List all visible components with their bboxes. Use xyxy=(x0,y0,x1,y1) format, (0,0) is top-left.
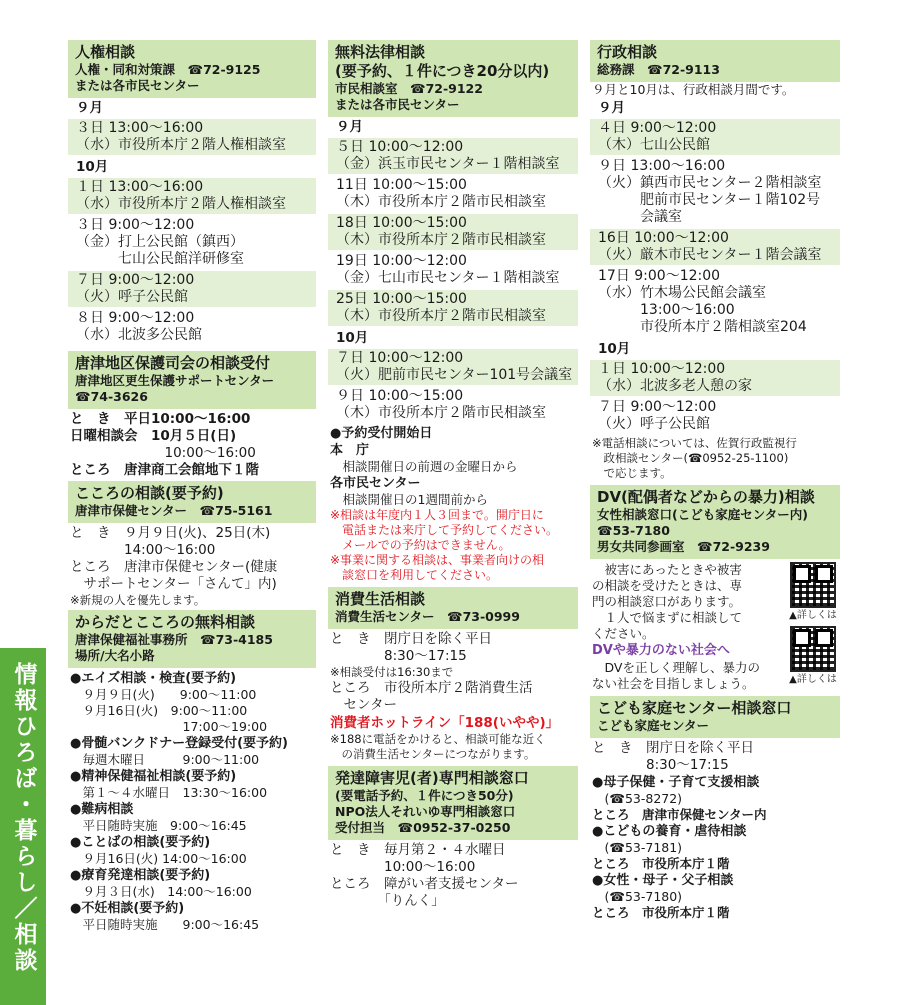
muryo-contact: 市民相談室 ☎72-9122 xyxy=(335,81,483,96)
kokoro-header xyxy=(68,481,316,523)
gyosei-note: ※電話相談については、佐賀行政監視行 政相談センター(☎0952-25-1100) で応じます。 xyxy=(592,436,797,480)
kodomo-item-title: ●母子保健・子育て支援相談 xyxy=(592,775,760,790)
shohi-contact: 消費生活センター ☎73-0999 xyxy=(335,609,520,624)
shohi-place2: センター xyxy=(330,697,397,713)
karada-header xyxy=(68,610,316,668)
column-1 xyxy=(68,40,316,933)
month-label: ９月 xyxy=(76,100,103,116)
muryo-center-text: 相談開催日の1週間前から xyxy=(330,492,488,507)
muryo-header xyxy=(328,40,578,117)
kokoro-title: こころの相談(要予約) xyxy=(75,484,224,502)
schedule-row: 16日 10:00～12:00 （火）厳木市民センター１階会議室 xyxy=(590,229,840,265)
kodomo-item-title: ●女性・母子・父子相談 xyxy=(592,873,734,888)
schedule-row: ５日 10:00～12:00 （金）浜玉市民センター１階相談室 xyxy=(328,138,578,174)
hattatsu-place2: 「りんく」 xyxy=(330,893,445,909)
hogo-sunday: 日曜相談会 10月５日(日) xyxy=(70,428,237,444)
dv-sub: 女性相談窓口(こども家庭センター内) xyxy=(597,507,808,522)
month-label: 10月 xyxy=(336,330,369,346)
dv-title: DV(配偶者などからの暴力)相談 xyxy=(597,488,815,506)
karada-item-line: 17:00～19:00 xyxy=(70,719,268,734)
shohi-time: と き 閉庁日を除く平日 xyxy=(330,631,492,647)
shohi-note: ※相談受付は16:30まで xyxy=(330,665,454,679)
karada-item-line: 平日随時実施 9:00～16:45 xyxy=(70,917,260,932)
schedule-row: ４日 9:00～12:00 （木）七山公民館 xyxy=(590,119,840,155)
schedule-row: ７日 10:00～12:00 （火）肥前市民センター101号会議室 xyxy=(328,349,578,385)
karada-item-title: ●骨髄バンクドナー登録受付(要予約) xyxy=(70,736,288,751)
hattatsu-phone: 受付担当 ☎0952-37-0250 xyxy=(335,820,511,835)
hogo-time: と き 平日10:00～16:00 xyxy=(70,411,251,427)
kodomo-time: と き 閉庁日を除く平日 xyxy=(592,740,754,756)
kokoro-note: ※新規の人を優先します。 xyxy=(70,593,206,607)
karada-item-line: 第１～４水曜日 13:30～16:00 xyxy=(70,785,268,800)
kokoro-place2: サポートセンター「さんて」内) xyxy=(70,576,277,592)
kodomo-header xyxy=(590,696,840,738)
karada-item-line: ９月３日(水) 14:00～16:00 xyxy=(70,884,252,899)
karada-item-title: ●不妊相談(要予約) xyxy=(70,901,185,916)
karada-item-line: ９月16日(火) 14:00～16:00 xyxy=(70,851,247,866)
month-label: ９月 xyxy=(598,100,625,116)
dv-phone: ☎53-7180 xyxy=(597,523,670,538)
shohi-place: ところ 市役所本庁２階消費生活 xyxy=(330,680,533,696)
month-label: 10月 xyxy=(76,159,109,175)
gyosei-intro: ９月と10月は、行政相談月間です。 xyxy=(592,82,795,97)
schedule-row: 19日 10:00～12:00 （金）七山市民センター１階相談室 xyxy=(336,253,560,286)
gyosei-title: 行政相談 xyxy=(597,43,658,61)
karada-title: からだとこころの無料相談 xyxy=(75,613,256,631)
qr-label: ▲詳しくは xyxy=(789,610,837,621)
karada-item-title: ●難病相談 xyxy=(70,802,134,817)
kodomo-title: こども家庭センター相談窓口 xyxy=(597,699,792,717)
schedule-row: ７日 9:00～12:00 （火）呼子公民館 xyxy=(598,399,717,432)
hogo-title: 唐津地区保護司会の相談受付 xyxy=(75,354,271,372)
kodomo-item-phone: (☎53-7180) xyxy=(592,889,683,904)
kodomo-item-place: ところ 市役所本庁１階 xyxy=(592,905,730,920)
muryo-title2: (要予約、１件につき20分以内) xyxy=(335,62,550,80)
kokoro-time: と き ９月９日(火)、25日(木) xyxy=(70,525,271,541)
column-3 xyxy=(590,40,840,921)
qr-code-icon[interactable] xyxy=(790,562,836,608)
karada-item-line: 平日随時実施 9:00～16:45 xyxy=(70,818,247,833)
jinken-header xyxy=(68,40,316,98)
schedule-row: ９日 13:00～16:00 （火）鎮西市民センター２階相談室 肥前市民センター１階102号 会議室 xyxy=(598,158,822,225)
shohi-header xyxy=(328,587,578,629)
hogo-org: 唐津地区更生保護サポートセンター xyxy=(75,373,275,388)
muryo-reserve-title: ●予約受付開始日 xyxy=(330,426,433,441)
shohi-hotline: 消費者ホットライン「188(いやや)」 xyxy=(330,715,560,731)
muryo-honcho-text: 相談開催日の前週の金曜日から xyxy=(330,459,518,474)
karada-place: 場所/大名小路 xyxy=(75,648,155,663)
schedule-row: １日 13:00～16:00 （水）市役所本庁２階人権相談室 xyxy=(68,178,316,214)
schedule-row: 25日 10:00～15:00 （木）市役所本庁２階市民相談室 xyxy=(328,290,578,326)
schedule-row: 18日 10:00～15:00 （木）市役所本庁２階市民相談室 xyxy=(328,214,578,250)
karada-contact: 唐津保健福祉事務所 ☎73-4185 xyxy=(75,632,273,647)
shohi-title: 消費生活相談 xyxy=(335,590,426,608)
section-side-banner xyxy=(0,648,46,1005)
schedule-row: ９日 10:00～15:00 （木）市役所本庁２階市民相談室 xyxy=(336,388,546,421)
muryo-title: 無料法律相談 xyxy=(335,43,426,61)
shohi-note2: ※188に電話をかけると、相談可能な近く の消費生活センターにつながります。 xyxy=(330,732,546,761)
hattatsu-time2: 10:00～16:00 xyxy=(330,859,476,875)
hattatsu-time: と き 毎月第２・４水曜日 xyxy=(330,842,506,858)
kodomo-time2: 8:30～17:15 xyxy=(592,757,729,773)
kokoro-time2: 14:00～16:00 xyxy=(70,542,216,558)
muryo-warning2: ※事業に関する相談は、事業者向けの相 談窓口を利用してください。 xyxy=(330,553,545,582)
gyosei-header xyxy=(590,40,840,82)
schedule-row: 11日 10:00～15:00 （木）市役所本庁２階市民相談室 xyxy=(336,177,546,210)
schedule-row: 17日 9:00～12:00 （水）竹木場公民館会議室 13:00～16:00 市役所本庁２階相談室204 xyxy=(598,268,807,335)
gyosei-contact: 総務課 ☎72-9113 xyxy=(597,62,720,77)
dv-text: 被害にあったときや被害 の相談を受けたときは、専 門の相談窓口があります。 １人で悩まずに相談して ください。 xyxy=(592,562,743,641)
kodomo-item-place: ところ 市役所本庁１階 xyxy=(592,856,730,871)
muryo-warning: ※相談は年度内１人３回まで。開庁日に 電話または来庁して予約してください。 メールでの予約はできません。 xyxy=(330,508,559,552)
kodomo-item-place: ところ 唐津市保健センター内 xyxy=(592,807,767,822)
muryo-honcho: 本 庁 xyxy=(330,443,370,458)
jinken-title: 人権相談 xyxy=(75,43,136,61)
hattatsu-place: ところ 障がい者支援センター xyxy=(330,876,519,892)
karada-item-line: ９月16日(火) 9:00～11:00 xyxy=(70,703,248,718)
muryo-center: 各市民センター xyxy=(330,476,421,491)
dv-header xyxy=(590,485,840,559)
kokoro-contact: 唐津市保健センター ☎75-5161 xyxy=(75,503,273,518)
hattatsu-title: 発達障害児(者)専門相談窓口 xyxy=(335,769,529,787)
karada-item-title: ●療育発達相談(要予約) xyxy=(70,868,211,883)
schedule-row: ７日 9:00～12:00 （火）呼子公民館 xyxy=(68,271,316,307)
kodomo-item-title: ●こどもの養育・虐待相談 xyxy=(592,824,747,839)
dv-slogan: DVや暴力のない社会へ xyxy=(592,643,730,658)
schedule-row: １日 10:00～12:00 （水）北波多老人憩の家 xyxy=(590,360,840,396)
hogo-phone: ☎74-3626 xyxy=(75,389,148,404)
muryo-contact2: または各市民センター xyxy=(335,97,460,112)
qr-code-icon[interactable] xyxy=(790,626,836,672)
kodomo-item-phone: (☎53-7181) xyxy=(592,840,683,855)
jinken-contact: 人権・同和対策課 ☎72-9125 xyxy=(75,62,261,77)
dv-text2: DVを正しく理解し、暴力の ない社会を目指しましょう。 xyxy=(592,660,760,691)
kokoro-place: ところ 唐津市保健センター(健康 xyxy=(70,559,278,575)
schedule-row: ８日 9:00～12:00 （水）北波多公民館 xyxy=(76,310,202,343)
kodomo-item-phone: (☎53-8272) xyxy=(592,791,683,806)
month-label: ９月 xyxy=(336,119,363,135)
hogo-header xyxy=(68,351,316,409)
column-2 xyxy=(328,40,578,910)
hogo-sunday-time: 10:00～16:00 xyxy=(70,445,256,461)
hattatsu-org: NPO法人それいゆ専門相談窓口 xyxy=(335,804,516,819)
hattatsu-header xyxy=(328,766,578,840)
karada-item-title: ●エイズ相談・検査(要予約) xyxy=(70,671,237,686)
shohi-time2: 8:30～17:15 xyxy=(330,648,467,664)
dv-office: 男女共同参画室 ☎72-9239 xyxy=(597,539,770,554)
month-label: 10月 xyxy=(598,341,631,357)
section-label: 情報ひろば・暮らし／相談 xyxy=(10,662,37,974)
schedule-row: ３日 9:00～12:00 （金）打上公民館（鎮西） 七山公民館洋研修室 xyxy=(76,217,244,267)
qr-label: ▲詳しくは xyxy=(789,674,837,685)
schedule-row: ３日 13:00～16:00 （水）市役所本庁２階人権相談室 xyxy=(68,119,316,155)
hattatsu-sub: (要電話予約、１件につき50分) xyxy=(335,788,514,803)
karada-item-title: ●精神保健福祉相談(要予約) xyxy=(70,769,237,784)
kodomo-sub: こども家庭センター xyxy=(597,718,710,733)
karada-item-line: 毎週木曜日 9:00～11:00 xyxy=(70,752,260,767)
jinken-contact2: または各市民センター xyxy=(75,78,200,93)
hogo-place: ところ 唐津商工会館地下１階 xyxy=(70,462,259,478)
karada-item-line: ９月９日(火) 9:00～11:00 xyxy=(70,687,257,702)
karada-item-title: ●ことばの相談(要予約) xyxy=(70,835,211,850)
